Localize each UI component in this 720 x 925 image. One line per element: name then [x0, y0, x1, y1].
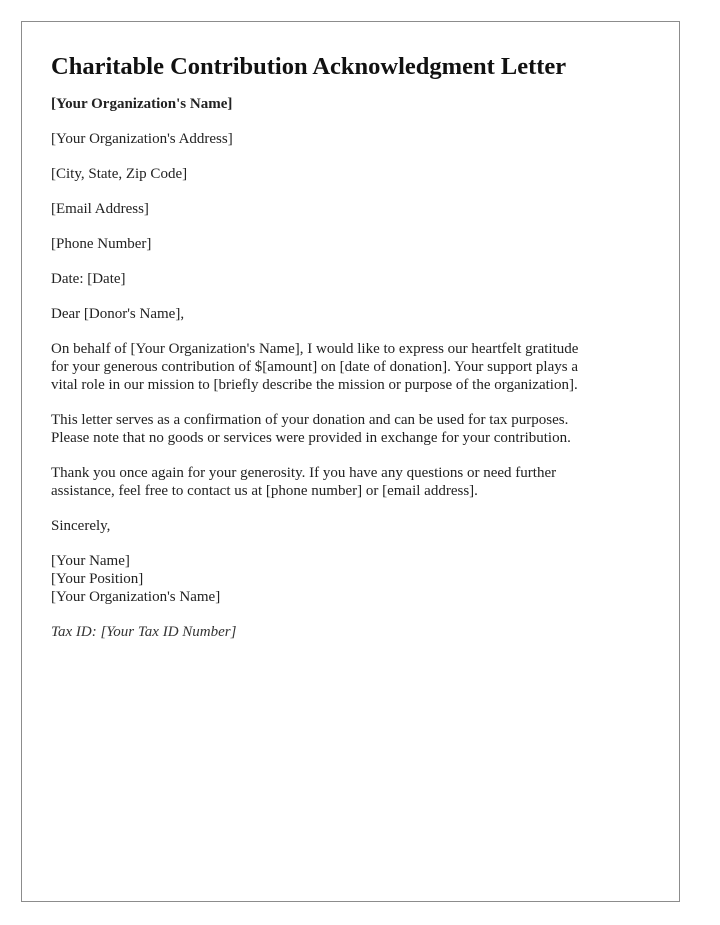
paragraph-line: vital role in our mission to [briefly describe the mission or purpose of the organization]. [51, 377, 578, 393]
gratitude-paragraph [51, 340, 650, 394]
letter-title: Charitable Contribution Acknowledgment Letter [51, 53, 567, 80]
signer-name: [Your Name] [51, 553, 130, 569]
salutation: Dear [Donor's Name], [51, 306, 185, 322]
city-state-zip: [City, State, Zip Code] [51, 166, 188, 182]
signer-organization: [Your Organization's Name] [51, 589, 221, 605]
tax-id: Tax ID: [Your Tax ID Number] [51, 624, 237, 640]
paragraph-line: Please note that no goods or services were provided in exchange for your contribution. [51, 430, 571, 446]
paragraph-line: assistance, feel free to contact us at [phone number] or [email address]. [51, 483, 478, 499]
signer-position: [Your Position] [51, 571, 144, 587]
closing: Sincerely, [51, 518, 111, 534]
email-address: [Email Address] [51, 201, 149, 217]
organization-address: [Your Organization's Address] [51, 131, 233, 147]
thank-you-paragraph [51, 464, 650, 500]
letter-page [21, 21, 680, 902]
confirmation-paragraph [51, 411, 650, 447]
letter-date: Date: [Date] [51, 271, 126, 287]
paragraph-line: On behalf of [Your Organization's Name], I would like to express our heartfelt gratitude [51, 341, 579, 357]
paragraph-line: for your generous contribution of $[amount] on [date of donation]. Your support plays a [51, 359, 578, 375]
paragraph-line: This letter serves as a confirmation of your donation and can be used for tax purposes. [51, 412, 569, 428]
phone-number: [Phone Number] [51, 236, 152, 252]
paragraph-line: Thank you once again for your generosity. If you have any questions or need further [51, 465, 557, 481]
organization-name: [Your Organization's Name] [51, 96, 233, 112]
signature-block [51, 552, 650, 606]
